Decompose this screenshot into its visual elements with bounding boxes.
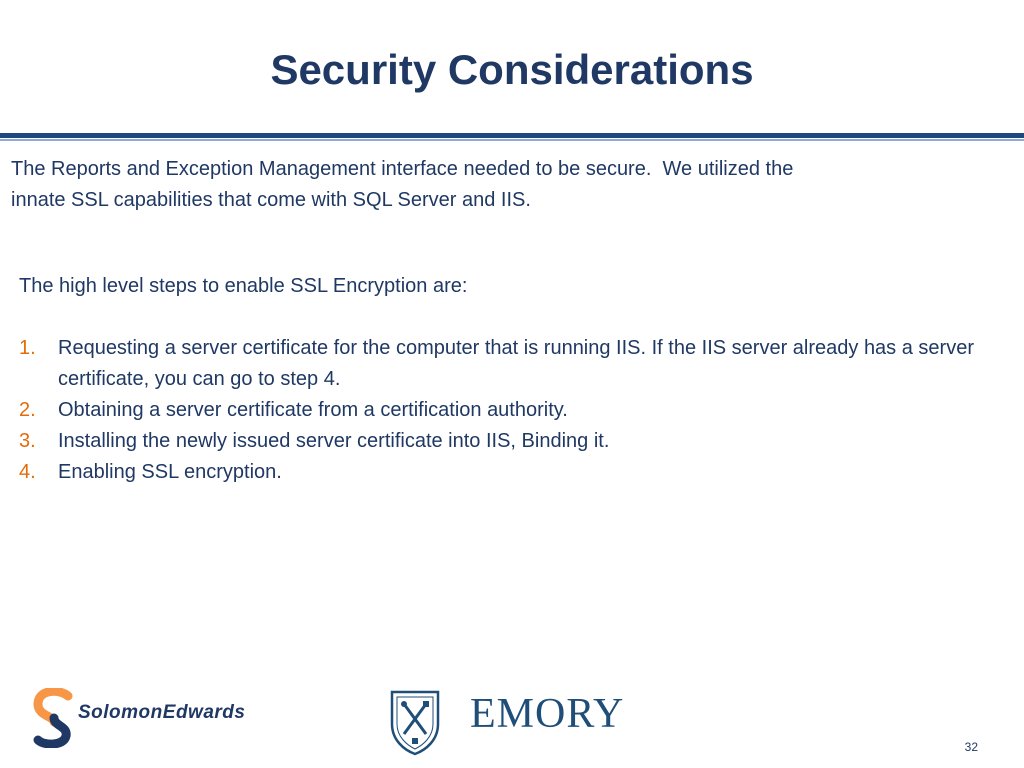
step-item bbox=[19, 426, 1009, 457]
step-text: Enabling SSL encryption. bbox=[58, 461, 282, 483]
slide-title: Security Considerations bbox=[270, 46, 754, 93]
solomon-edwards-s-icon bbox=[32, 688, 76, 748]
step-number: 1. bbox=[19, 337, 36, 359]
step-item bbox=[19, 333, 1009, 395]
emory-wordmark: EMORY bbox=[470, 691, 625, 737]
step-item bbox=[19, 395, 1009, 426]
intro-line-2: innate SSL capabilities that come with SQL Server and IIS. bbox=[11, 189, 531, 211]
step-text: Requesting a server certificate for the computer that is running IIS. If the IIS server already has a server certificate, you can go to step 4. bbox=[58, 337, 974, 390]
title-divider bbox=[0, 133, 1024, 138]
step-text: Installing the newly issued server certificate into IIS, Binding it. bbox=[58, 430, 610, 452]
steps-list bbox=[19, 333, 1009, 488]
step-text: Obtaining a server certificate from a certification authority. bbox=[58, 399, 568, 421]
emory-logo bbox=[390, 688, 630, 758]
solomon-edwards-logo bbox=[32, 688, 292, 748]
step-number: 3. bbox=[19, 430, 36, 452]
solomon-edwards-wordmark: SolomonEdwards bbox=[78, 702, 246, 723]
intro-paragraph bbox=[11, 154, 971, 216]
steps-heading: The high level steps to enable SSL Encryption are: bbox=[19, 275, 468, 297]
intro-line-1: The Reports and Exception Management interface needed to be secure. We utilized the bbox=[11, 158, 794, 180]
registered-mark: ® bbox=[62, 736, 68, 745]
step-number: 4. bbox=[19, 461, 36, 483]
page-number: 32 bbox=[964, 740, 978, 754]
step-number: 2. bbox=[19, 399, 36, 421]
title-divider-accent bbox=[0, 139, 1024, 141]
emory-shield-icon bbox=[390, 690, 440, 756]
step-item bbox=[19, 457, 1009, 488]
